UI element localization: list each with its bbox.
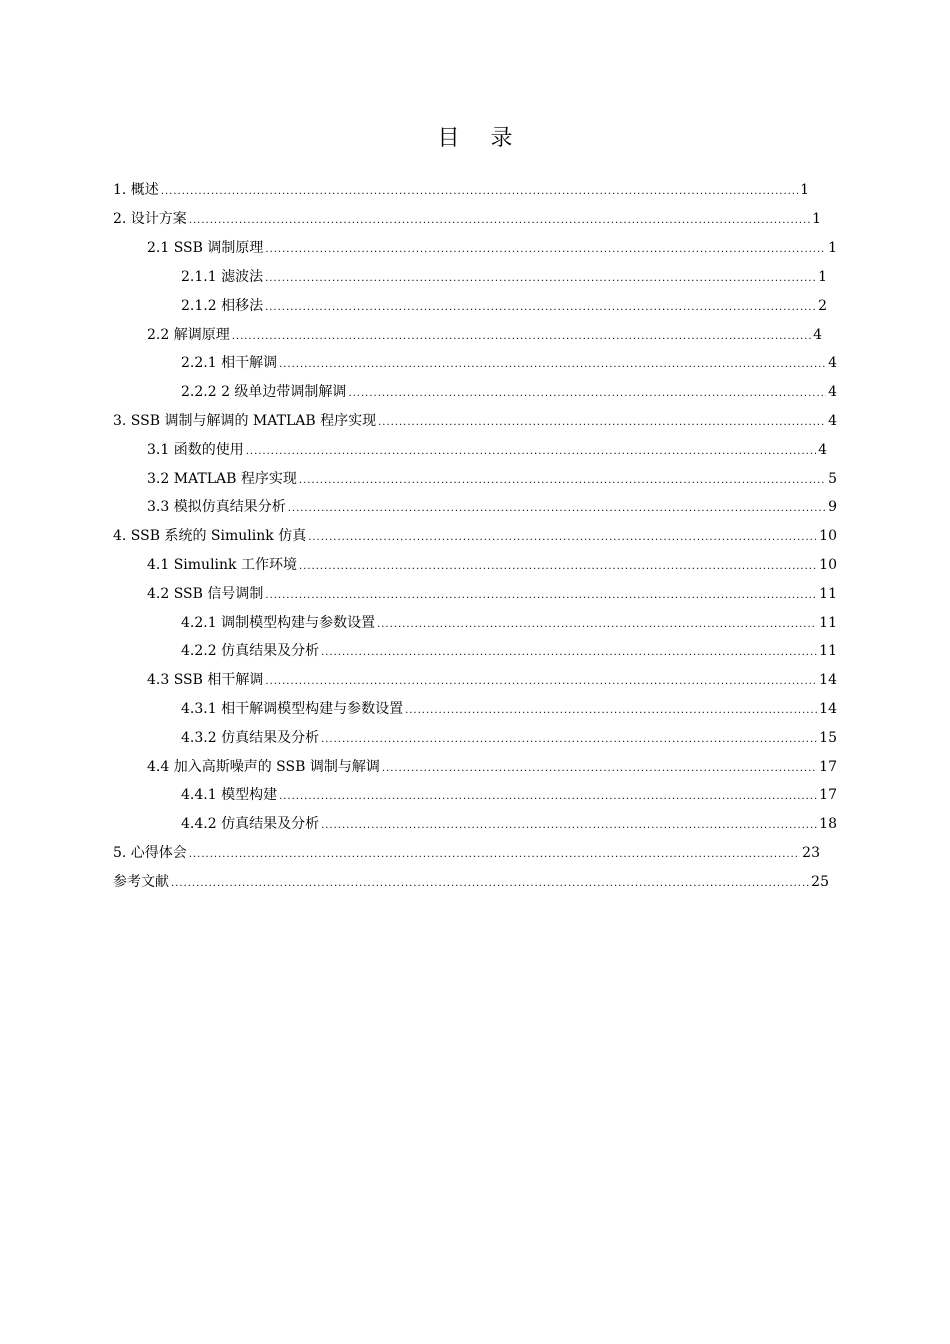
toc-entry-page: 11 — [819, 586, 837, 602]
toc-entry-page: 17 — [819, 787, 837, 803]
toc-entry-page: 5 — [828, 471, 837, 487]
dot-leader — [265, 236, 826, 264]
dot-leader — [161, 178, 798, 206]
dot-leader — [348, 380, 826, 408]
toc-entry-4-3[interactable] — [147, 666, 837, 694]
toc-entry-page: 4 — [828, 384, 837, 400]
dot-leader — [377, 611, 817, 639]
dot-leader — [265, 265, 816, 293]
toc-entry-label: 5. 心得体会 — [113, 845, 187, 861]
toc-entry-page: 4 — [828, 413, 837, 429]
toc-entry-4-4-1[interactable] — [181, 781, 837, 809]
toc-entry-label: 4.4.2 仿真结果及分析 — [181, 816, 320, 832]
dot-leader — [321, 726, 817, 754]
dot-leader — [265, 668, 817, 696]
toc-entry-label: 4.3.1 相干解调模型构建与参数设置 — [181, 701, 404, 717]
toc-entry-label: 4.1 Simulink 工作环境 — [147, 557, 297, 573]
toc-entry-2-2-1[interactable] — [181, 349, 837, 377]
toc-entry-label: 4.2.1 调制模型构建与参数设置 — [181, 615, 376, 631]
dot-leader — [382, 755, 817, 783]
dot-leader — [246, 438, 816, 466]
toc-entry-label: 参考文献 — [113, 874, 169, 890]
toc-entry-4-1[interactable] — [147, 551, 837, 579]
toc-entry-label: 1. 概述 — [113, 182, 159, 198]
toc-entry-label: 3. SSB 调制与解调的 MATLAB 程序实现 — [113, 413, 377, 429]
dot-leader — [288, 495, 826, 523]
toc-entry-page: 4 — [813, 327, 822, 343]
toc-entry-page: 1 — [812, 211, 821, 227]
toc-entry-page: 1 — [828, 240, 837, 256]
toc-entry-label: 2.2 解调原理 — [147, 327, 230, 343]
toc-entry-page: 17 — [819, 759, 837, 775]
dot-leader — [279, 351, 826, 379]
toc-entry-label: 2.1.1 滤波法 — [181, 269, 264, 285]
toc-entry-page: 23 — [802, 845, 820, 861]
dot-leader — [232, 323, 811, 351]
toc-entry-references[interactable] — [113, 868, 829, 896]
toc-entry-4-2-1[interactable] — [181, 609, 837, 637]
toc-entry-page: 2 — [818, 298, 827, 314]
toc-entry-page: 10 — [819, 528, 837, 544]
page-title: 目 录 — [437, 126, 525, 151]
toc-entry-label: 3.2 MATLAB 程序实现 — [147, 471, 297, 487]
toc-entry-2-2[interactable] — [147, 321, 822, 349]
toc-entry-3[interactable] — [113, 407, 837, 435]
toc-entry-4-4-2[interactable] — [181, 810, 837, 838]
toc-entry-label: 4.3 SSB 相干解调 — [147, 672, 264, 688]
toc-entry-label: 2. 设计方案 — [113, 211, 187, 227]
toc-entry-page: 14 — [819, 672, 837, 688]
toc-entry-2[interactable] — [113, 205, 821, 233]
toc-entry-page: 4 — [828, 355, 837, 371]
toc-entry-page: 15 — [819, 730, 837, 746]
dot-leader — [308, 524, 817, 552]
dot-leader — [299, 553, 817, 581]
toc-entry-label: 4.4.1 模型构建 — [181, 787, 278, 803]
toc-entry-3-2[interactable] — [147, 465, 837, 493]
toc-entry-label: 2.2.1 相干解调 — [181, 355, 278, 371]
toc-entry-label: 4.4 加入高斯噪声的 SSB 调制与解调 — [147, 759, 380, 775]
toc-entry-label: 4. SSB 系统的 Simulink 仿真 — [113, 528, 307, 544]
toc-entry-label: 4.3.2 仿真结果及分析 — [181, 730, 320, 746]
dot-leader — [189, 841, 800, 869]
dot-leader — [265, 582, 817, 610]
toc-entry-label: 2.1.2 相移法 — [181, 298, 264, 314]
toc-entry-label: 2.2.2 2 级单边带调制解调 — [181, 384, 347, 400]
toc-entry-5[interactable] — [113, 839, 820, 867]
toc-entry-page: 1 — [800, 182, 809, 198]
toc-entry-page: 14 — [819, 701, 837, 717]
toc-entry-page: 10 — [819, 557, 837, 573]
toc-entry-page: 18 — [819, 816, 837, 832]
toc-entry-3-3[interactable] — [147, 493, 837, 521]
toc-entry-1[interactable] — [113, 176, 809, 204]
toc-entry-label: 3.3 模拟仿真结果分析 — [147, 499, 286, 515]
toc-entry-page: 9 — [828, 499, 837, 515]
toc-entry-2-1-1[interactable] — [181, 263, 827, 291]
dot-leader — [321, 639, 817, 667]
toc-entry-label: 4.2.2 仿真结果及分析 — [181, 643, 320, 659]
toc-entry-4-2-2[interactable] — [181, 637, 837, 665]
dot-leader — [299, 467, 826, 495]
dot-leader — [321, 812, 817, 840]
toc-entry-label: 2.1 SSB 调制原理 — [147, 240, 264, 256]
toc-entry-4-4[interactable] — [147, 753, 837, 781]
dot-leader — [171, 870, 809, 898]
toc-entry-4[interactable] — [113, 522, 837, 550]
dot-leader — [378, 409, 826, 437]
toc-entry-label: 4.2 SSB 信号调制 — [147, 586, 264, 602]
dot-leader — [265, 294, 816, 322]
toc-entry-page: 11 — [819, 643, 837, 659]
toc-entry-2-2-2[interactable] — [181, 378, 837, 406]
toc-entry-4-2[interactable] — [147, 580, 837, 608]
dot-leader — [189, 207, 810, 235]
toc-entry-page: 11 — [819, 615, 837, 631]
toc-entry-3-1[interactable] — [147, 436, 827, 464]
toc-entry-page: 1 — [818, 269, 827, 285]
dot-leader — [279, 783, 817, 811]
toc-entry-4-3-1[interactable] — [181, 695, 837, 723]
toc-entry-2-1-2[interactable] — [181, 292, 827, 320]
toc-entry-page: 4 — [818, 442, 827, 458]
toc-entry-2-1[interactable] — [147, 234, 837, 262]
dot-leader — [405, 697, 817, 725]
toc-entry-page: 25 — [811, 874, 829, 890]
toc-entry-4-3-2[interactable] — [181, 724, 837, 752]
toc-entry-label: 3.1 函数的使用 — [147, 442, 244, 458]
